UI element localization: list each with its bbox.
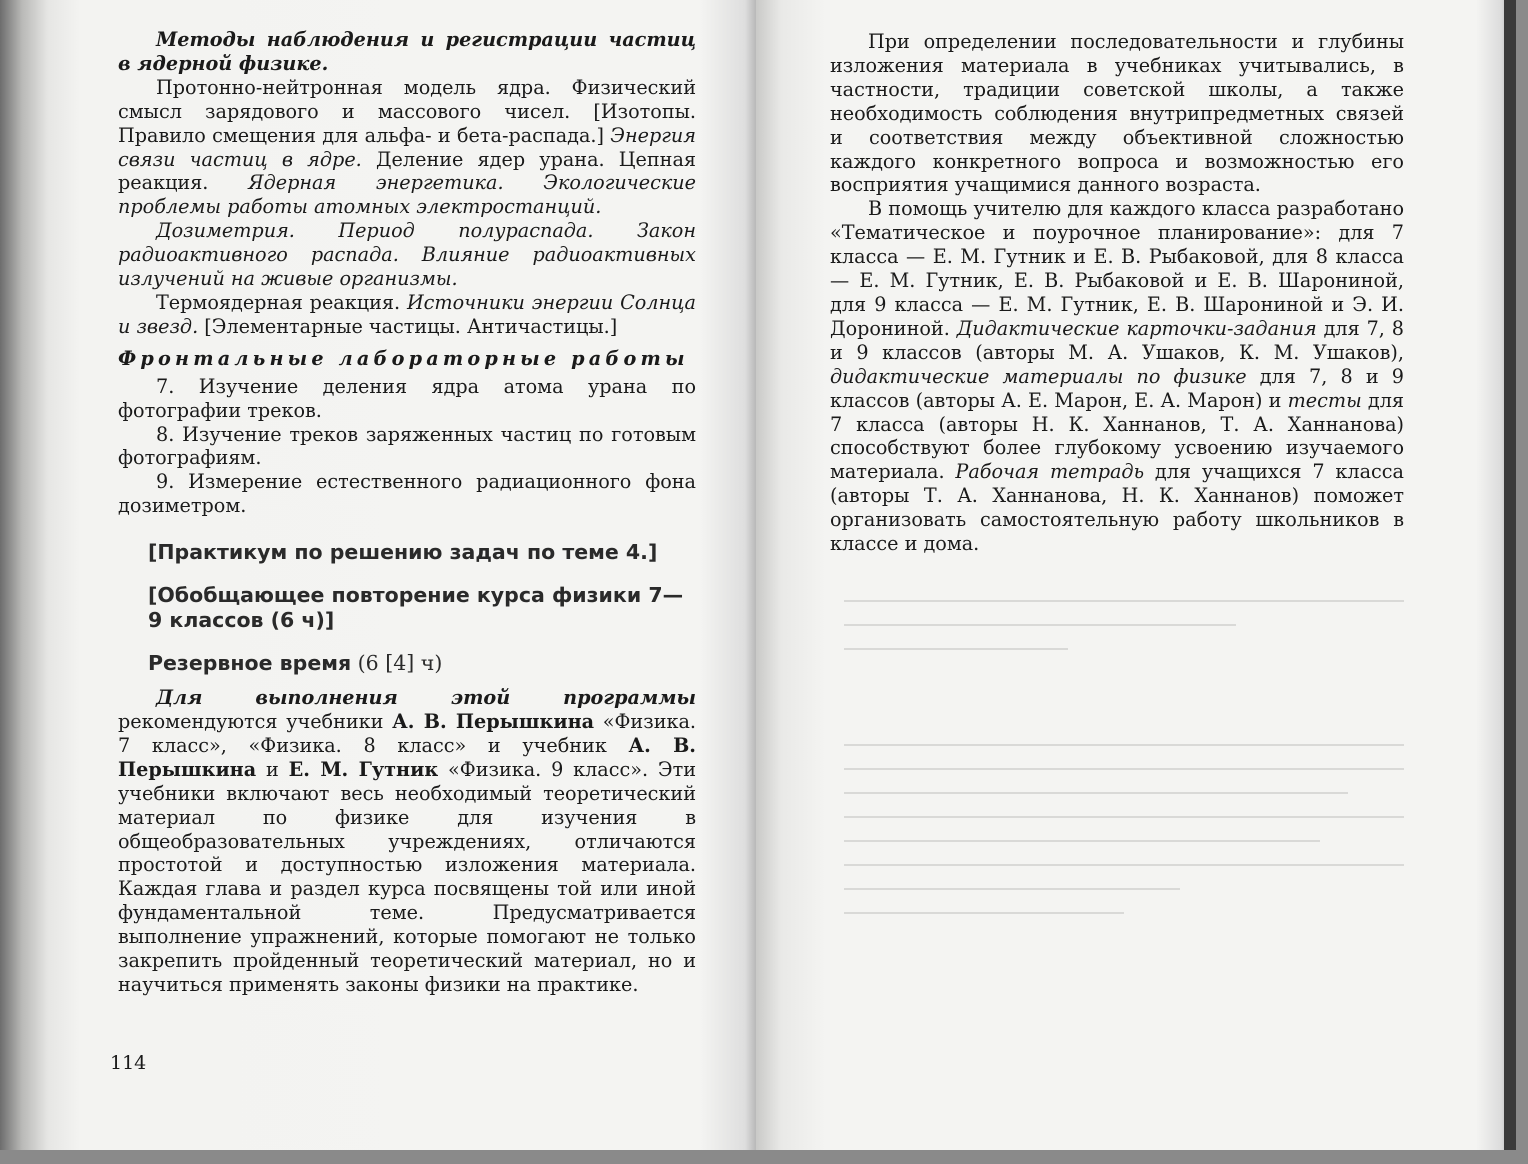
right-column bbox=[830, 30, 1404, 556]
show-through-shadow bbox=[844, 600, 1404, 1060]
text-span: «Физика. 7 класс», «Физика. 8 класс» и учебник bbox=[118, 710, 697, 757]
text-span: рекомендуются учебники bbox=[118, 710, 393, 734]
text-span: Термоядерная реакция. bbox=[156, 290, 407, 314]
heading-main: Резервное время bbox=[148, 651, 352, 676]
bold-span: Е. М. Гутник bbox=[288, 757, 439, 781]
paragraph-textbooks bbox=[118, 686, 696, 997]
italic-span: Источники энергии Солнца и звезд. bbox=[118, 290, 696, 338]
paragraph-sequence: При определении последовательности и глубины изложения материала в учебниках учитывались, в частности, традиции советской школы, а также необходимость соблюдения внутрипредметных связей и соответствия между объективной сложностью каждого конкретного вопроса и возможностью его восприятия учащимися данного возраста. bbox=[830, 30, 1404, 197]
heading-sub: (6 [4] ч) bbox=[351, 651, 443, 676]
italic-span: Энергия связи частиц в ядре. bbox=[118, 123, 696, 171]
text-span: для 7, 8 и 9 классов (авторы А. Е. Марон, Е. А. Марон) и bbox=[830, 364, 1404, 412]
italic-span: Дозиметрия. Период полураспада. Закон радиоактивного распада. Влияние радиоактивных излучений на живые организмы. bbox=[118, 219, 696, 291]
text-span: и bbox=[256, 757, 289, 781]
section-heading-review: [Обобщающее повторение курса физики 7—9 классов (6 ч)] bbox=[148, 583, 684, 633]
section-heading-reserve bbox=[148, 651, 696, 676]
paragraph-nuclear-model bbox=[118, 76, 696, 219]
text-span: Протонно-нейтронная модель ядра. Физический смысл зарядового и массового чисел. [Изотопы. Правило смещения для альфа- и бета-распада.] bbox=[118, 75, 696, 147]
italic-span: Дидактические карточки-задания bbox=[956, 316, 1317, 340]
paragraph-methods bbox=[118, 28, 696, 76]
left-page bbox=[0, 0, 756, 1150]
text-span: для 7 класса (авторы Н. К. Ханнанов, Т. А. Ханнанова) способствуют более глубокому усвоению изучаемого материала. bbox=[830, 388, 1404, 484]
text-span: В помощь учителю для каждого класса разработано «Тематическое и поурочное планирование»: для 7 класса — Е. М. Гутник и Е. В. Рыбаковой, для 8 класса — Е. М. Гутник, Е. В. Рыбаковой и Е. В. Шарониной, для 9 класса — Е. М. Гутник, Е. В. Шарониной и Э. И. Дорониной. bbox=[830, 197, 1404, 340]
section-heading-practicum: [Практикум по решению задач по теме 4.] bbox=[148, 540, 658, 565]
paragraph-teacher-help bbox=[830, 197, 1404, 556]
text-span: [Элементарные частицы. Античастицы.] bbox=[198, 314, 618, 338]
right-page bbox=[756, 0, 1516, 1150]
italic-span: дидактические материалы по физике bbox=[830, 364, 1247, 388]
text-span: для 7, 8 и 9 классов (авторы М. А. Ушаков, К. М. Ушаков), bbox=[830, 316, 1405, 364]
text-span: для учащихся 7 класса (авторы Т. А. Ханнанова, Н. К. Ханнанов) поможет организовать самостоятельную работу школьников в классе и дома. bbox=[830, 460, 1404, 556]
lab-item: 8. Изучение треков заряженных частиц по готовым фотографиям. bbox=[118, 422, 696, 470]
text-span: Деление ядер урана. Цепная реакция. bbox=[118, 147, 696, 195]
bold-span: А. В. Перышкина bbox=[392, 710, 595, 734]
left-column bbox=[118, 28, 696, 997]
italic-span: Ядерная энергетика. Экологические проблемы работы атомных электростанций. bbox=[118, 171, 696, 219]
text-span: «Физика. 9 класс». Эти учебники включают весь необходимый теоретический материал по физике для изучения в общеобразовательных учреждениях, отличаются простотой и доступностью изложения материала. Каждая глава и раздел курса посвящены той или иной фундаментальной теме. Предусматривается выполнение упражнений, которые помогают не только закрепить пройденный теоретический материал, но и научиться применять законы физики на практике. bbox=[118, 757, 696, 996]
paragraph-thermonuclear bbox=[118, 291, 696, 339]
italic-span: тесты bbox=[1287, 388, 1362, 412]
paragraph-dosimetry bbox=[118, 219, 696, 291]
lab-item: 9. Измерение естественного радиационного фона дозиметром. bbox=[118, 470, 696, 518]
book-edge bbox=[1504, 0, 1516, 1150]
italic-span: Рабочая тетрадь bbox=[955, 460, 1145, 484]
lab-item: 7. Изучение деления ядра атома урана по фотографии треков. bbox=[118, 374, 696, 422]
lab-works-title: Фронтальные лабораторные работы bbox=[118, 346, 689, 370]
methods-title: Методы наблюдения и регистрации частиц в ядерной физике. bbox=[118, 28, 696, 75]
bold-italic-span: Для выполнения этой программы bbox=[156, 686, 696, 710]
page-number: 114 bbox=[110, 1052, 147, 1074]
bold-span: А. В. Перышкина bbox=[118, 733, 696, 781]
